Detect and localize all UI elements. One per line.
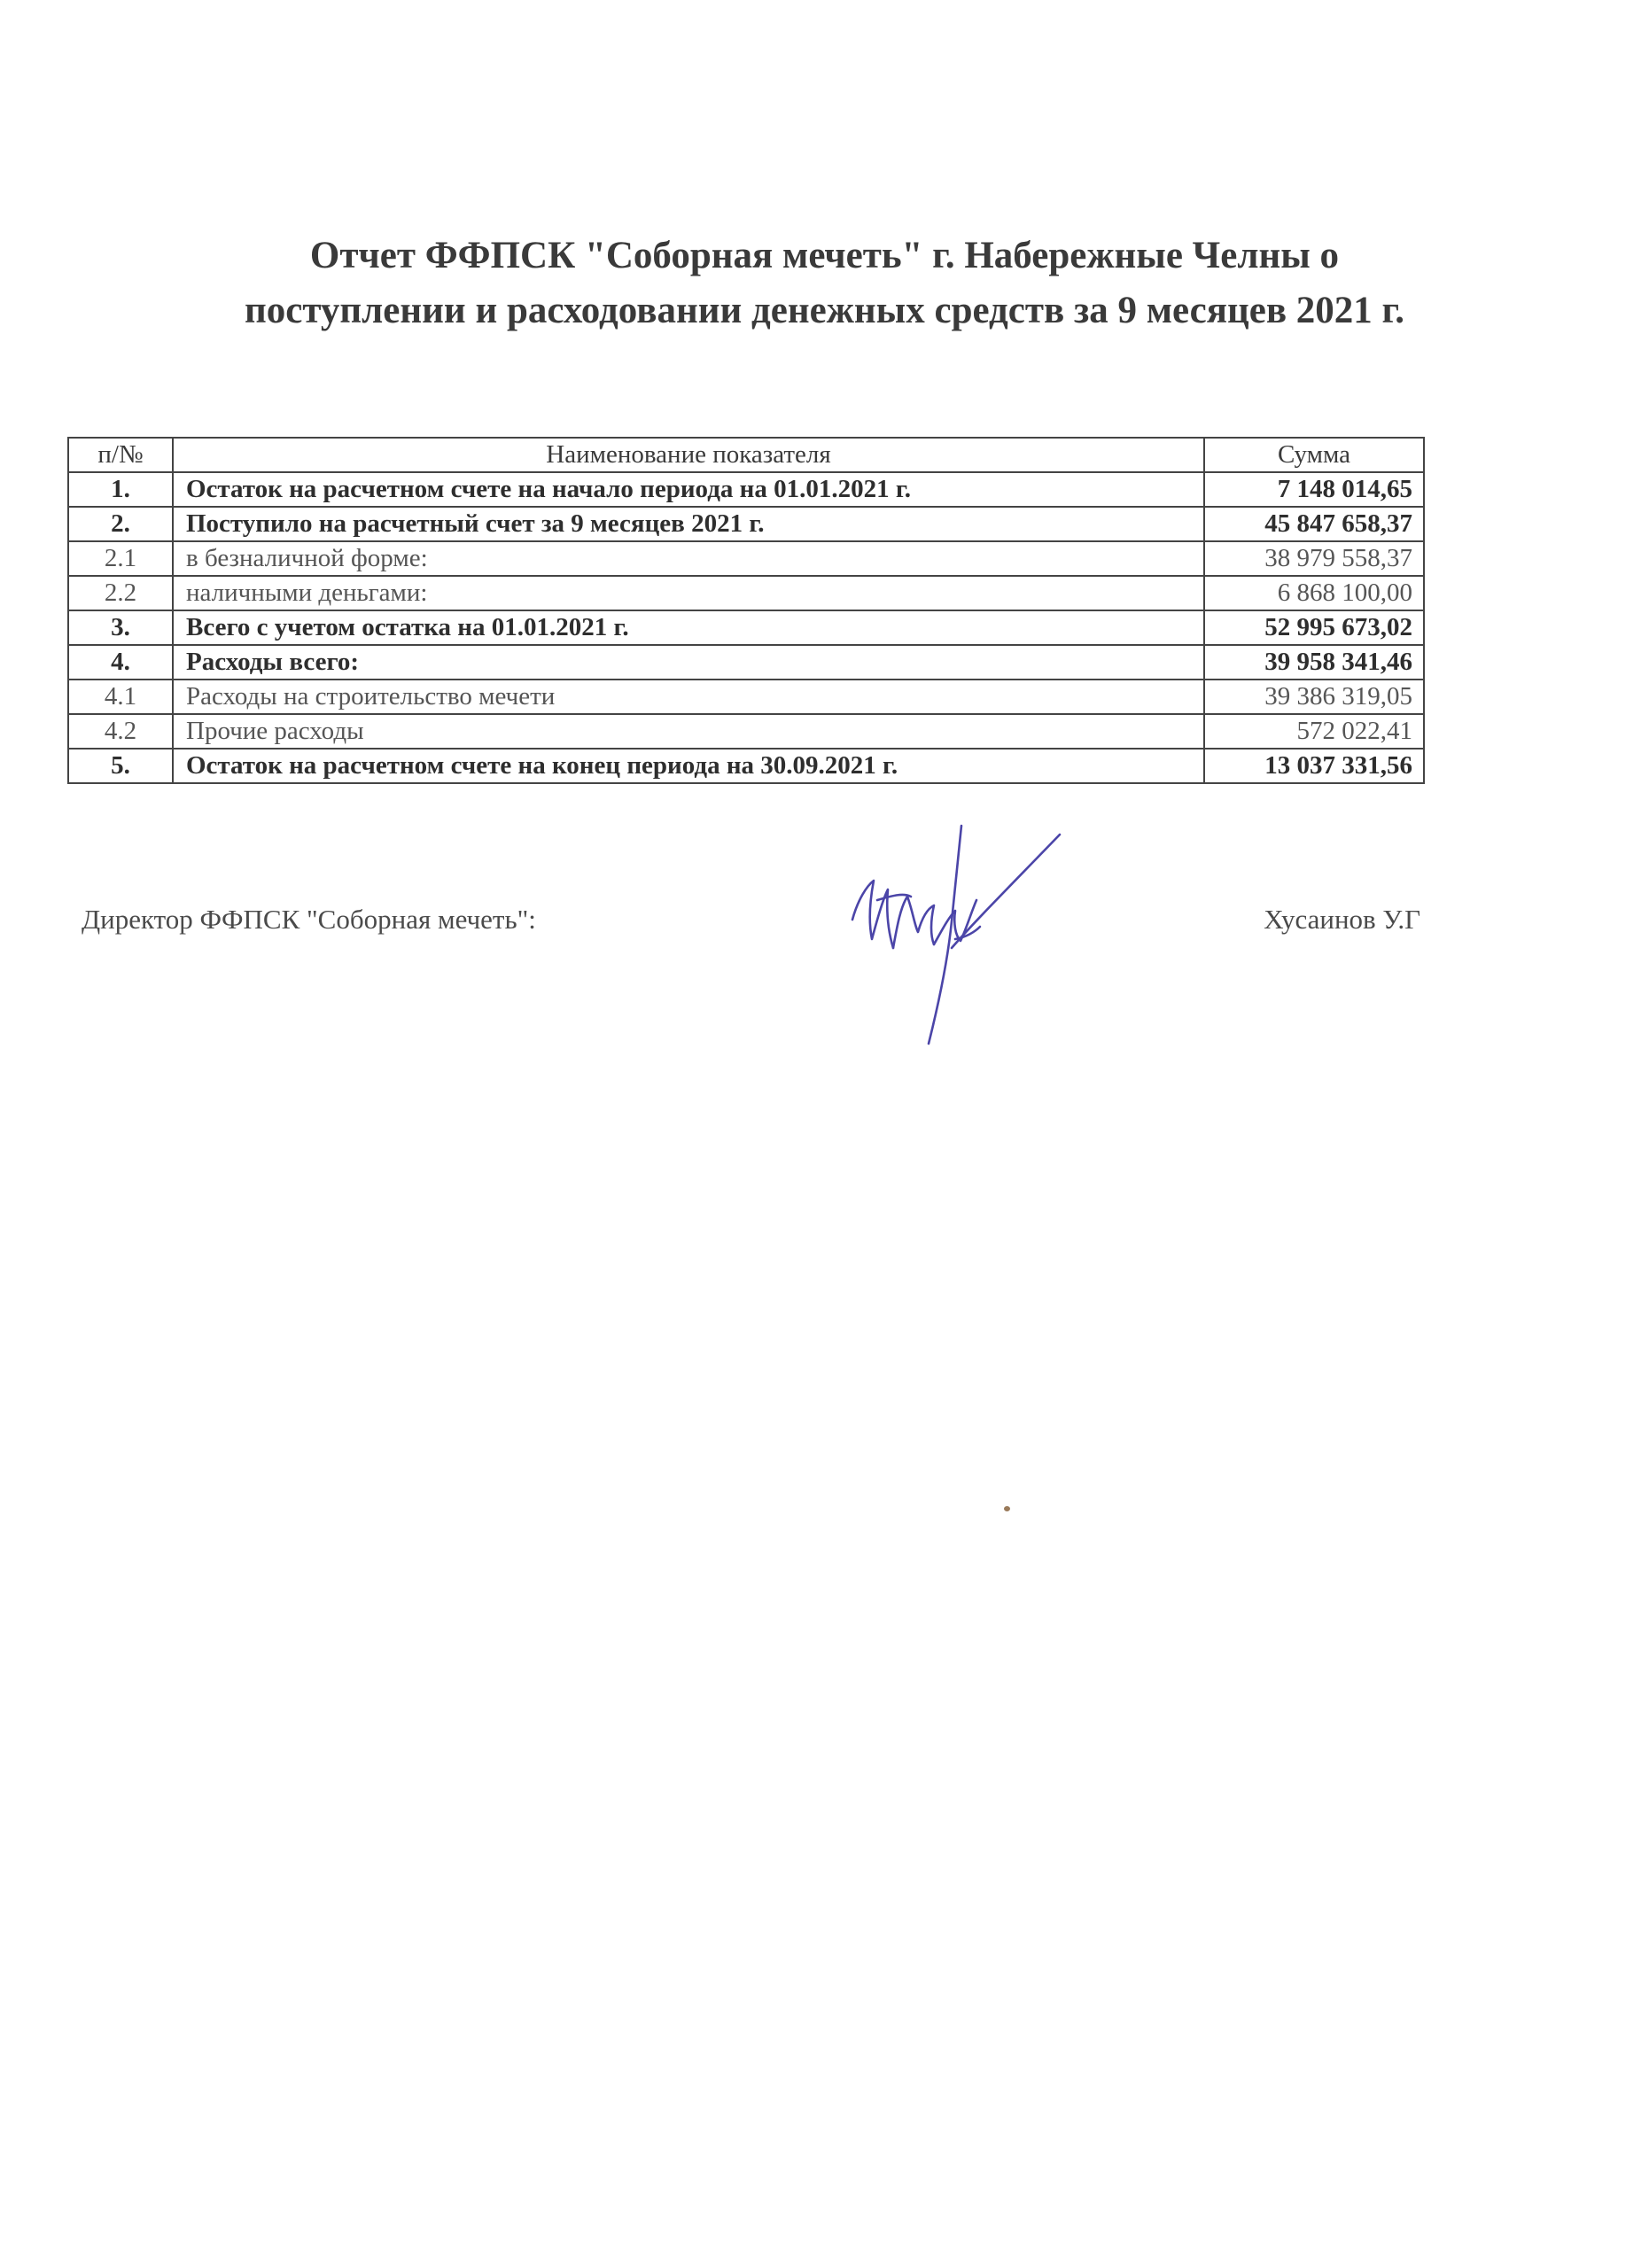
table-row (68, 680, 1424, 714)
row-amount: 45 847 658,37 (1204, 507, 1424, 541)
header-indicator-name: Наименование показателя (173, 438, 1204, 472)
table-row (68, 472, 1424, 507)
row-indicator: Прочие расходы (173, 714, 1204, 749)
row-number: 4.2 (68, 714, 173, 749)
row-number: 3. (68, 610, 173, 645)
table-row (68, 507, 1424, 541)
row-amount: 39 386 319,05 (1204, 680, 1424, 714)
header-amount: Сумма (1204, 438, 1424, 472)
row-amount: 6 868 100,00 (1204, 576, 1424, 610)
row-indicator: в безналичной форме: (173, 541, 1204, 576)
title-line-2: поступлении и расходовании денежных средств за 9 месяцев 2021 г. (244, 290, 1404, 331)
row-number: 5. (68, 749, 173, 783)
row-number: 2.1 (68, 541, 173, 576)
signer-name: Хусаинов У.Г (1264, 904, 1420, 935)
row-number: 4. (68, 645, 173, 680)
document-title (0, 229, 1649, 338)
row-amount: 572 022,41 (1204, 714, 1424, 749)
row-indicator: наличными деньгами: (173, 576, 1204, 610)
table-row (68, 576, 1424, 610)
report-table (67, 437, 1425, 784)
signature-block (0, 904, 1649, 957)
row-indicator: Расходы на строительство мечети (173, 680, 1204, 714)
row-number: 1. (68, 472, 173, 507)
table-row (68, 645, 1424, 680)
table-header-row (68, 438, 1424, 472)
row-indicator: Всего с учетом остатка на 01.01.2021 г. (173, 610, 1204, 645)
row-indicator: Расходы всего: (173, 645, 1204, 680)
row-amount: 13 037 331,56 (1204, 749, 1424, 783)
table-row (68, 749, 1424, 783)
handwritten-signature-icon (842, 815, 1072, 1054)
row-number: 4.1 (68, 680, 173, 714)
row-number: 2.2 (68, 576, 173, 610)
signer-position: Директор ФФПСК "Соборная мечеть": (82, 904, 536, 935)
table-row (68, 541, 1424, 576)
row-number: 2. (68, 507, 173, 541)
row-amount: 38 979 558,37 (1204, 541, 1424, 576)
row-amount: 52 995 673,02 (1204, 610, 1424, 645)
row-amount: 39 958 341,46 (1204, 645, 1424, 680)
scan-speck (1004, 1506, 1010, 1511)
table-row (68, 610, 1424, 645)
row-indicator: Поступило на расчетный счет за 9 месяцев 2021 г. (173, 507, 1204, 541)
header-number: п/№ (68, 438, 173, 472)
row-indicator: Остаток на расчетном счете на конец периода на 30.09.2021 г. (173, 749, 1204, 783)
row-amount: 7 148 014,65 (1204, 472, 1424, 507)
table-row (68, 714, 1424, 749)
title-line-1: Отчет ФФПСК "Соборная мечеть" г. Набережные Челны о (309, 235, 1340, 276)
row-indicator: Остаток на расчетном счете на начало периода на 01.01.2021 г. (173, 472, 1204, 507)
